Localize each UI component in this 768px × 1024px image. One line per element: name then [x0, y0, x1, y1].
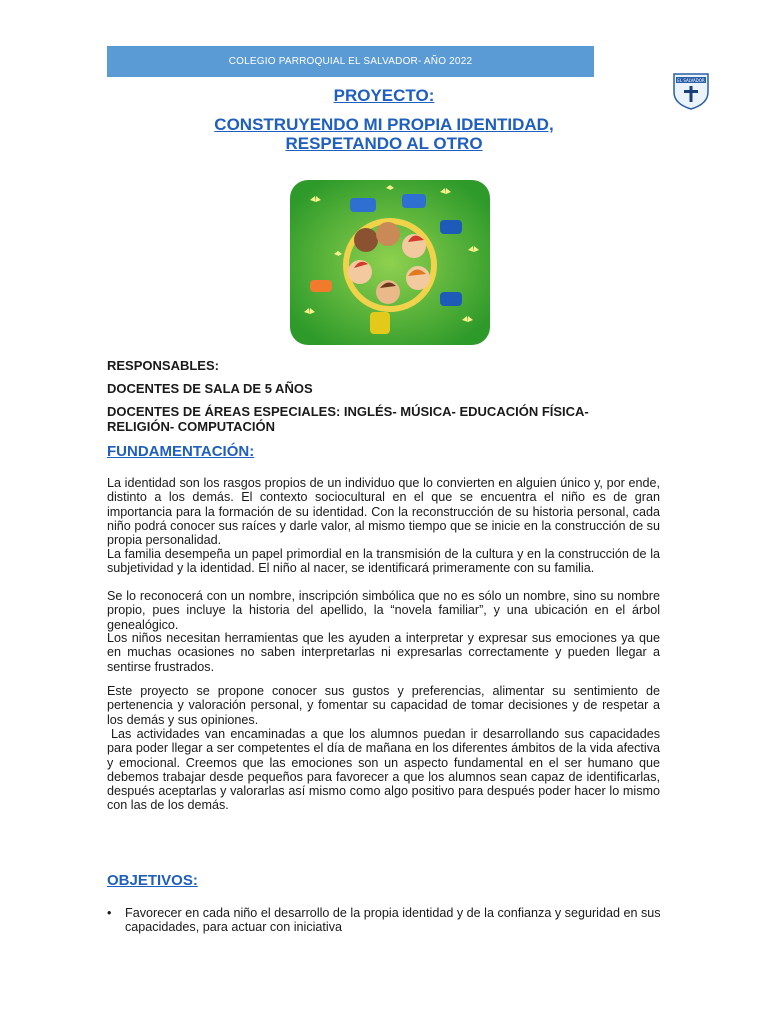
- bullet-icon: •: [107, 906, 112, 920]
- project-title: [150, 115, 618, 153]
- fundamentacion-paragraph-6: Las actividades van encaminadas a que los alumnos puedan ir desarrollando sus capacidades para poder llegar a ser competentes el día de mañana en los diferentes ámbitos de la vida afectiva y emocional. Creemos que las emociones son un aspecto fundamental en el ser humano que debemos trabajar desde pequeños para favorecer a que los alumnos sean capaz de identificarlas, después aceptarlas y valorarlas así mismo como algo positivo para después poder hacer lo mismo con las de los demás.: [107, 727, 660, 813]
- responsables-heading: RESPONSABLES:: [107, 358, 219, 373]
- responsables-sala: DOCENTES DE SALA DE 5 AÑOS: [107, 381, 313, 396]
- fundamentacion-paragraph-2: La familia desempeña un papel primordial en la transmisión de la cultura y en la construcción de la subjetividad y la identidad. El niño al nacer, se identificará primeramente con su familia.: [107, 547, 660, 576]
- project-title-line1: CONSTRUYENDO MI PROPIA IDENTIDAD,: [214, 115, 554, 134]
- project-title-line2: RESPETANDO AL OTRO: [285, 134, 483, 153]
- fundamentacion-paragraph-3: Se lo reconocerá con un nombre, inscripción simbólica que no es sólo un nombre, sino su nombre propio, pues incluye la historia del apellido, la “novela familiar”, y una ubicación en el árbol genealógico.: [107, 589, 660, 632]
- objetivos-heading: OBJETIVOS:: [107, 872, 198, 889]
- school-header-bar: [107, 46, 594, 77]
- fundamentacion-paragraph-1: La identidad son los rasgos propios de un individuo que lo convierten en alguien único y, por ende, distinto a los demás. El contexto sociocultural en el que se encuentra el niño es de gran importancia para la formación de su identidad. Con la reconstrucción de su historia personal, cada niño podrá conocer sus raíces y darle valor, al mismo tiempo que se inicie en la construcción de su propia personalidad.: [107, 476, 660, 548]
- fundamentacion-heading: FUNDAMENTACIÓN:: [107, 443, 255, 460]
- objective-item: [107, 906, 667, 935]
- responsables-areas: DOCENTES DE ÁREAS ESPECIALES: INGLÉS- MÚSICA- EDUCACIÓN FÍSICA- RELIGIÓN- COMPUTACIÓN: [107, 404, 589, 434]
- objective-text: Favorecer en cada niño el desarrollo de la propia identidad y de la confianza y seguridad en sus capacidades, para actuar con iniciativa: [125, 906, 661, 935]
- children-circle-illustration: [290, 180, 490, 345]
- school-name: COLEGIO PARROQUIAL EL SALVADOR- AÑO 2022: [228, 56, 473, 67]
- fundamentacion-paragraph-5: Este proyecto se propone conocer sus gustos y preferencias, alimentar su sentimiento de pertenencia y valoración personal, y fomentar su capacidad de tomar decisiones y de respetar a los demás y sus opiniones.: [107, 684, 660, 727]
- fundamentacion-paragraph-4: Los niños necesitan herramientas que les ayuden a interpretar y expresar sus emociones ya que en muchas ocasiones no saben interpretarlas ni expresarlas correctamente y pueden llegar a sentirse frustrados.: [107, 631, 660, 674]
- logo-text: EL SALVADOR: [677, 77, 705, 83]
- project-label: PROYECTO:: [333, 86, 435, 105]
